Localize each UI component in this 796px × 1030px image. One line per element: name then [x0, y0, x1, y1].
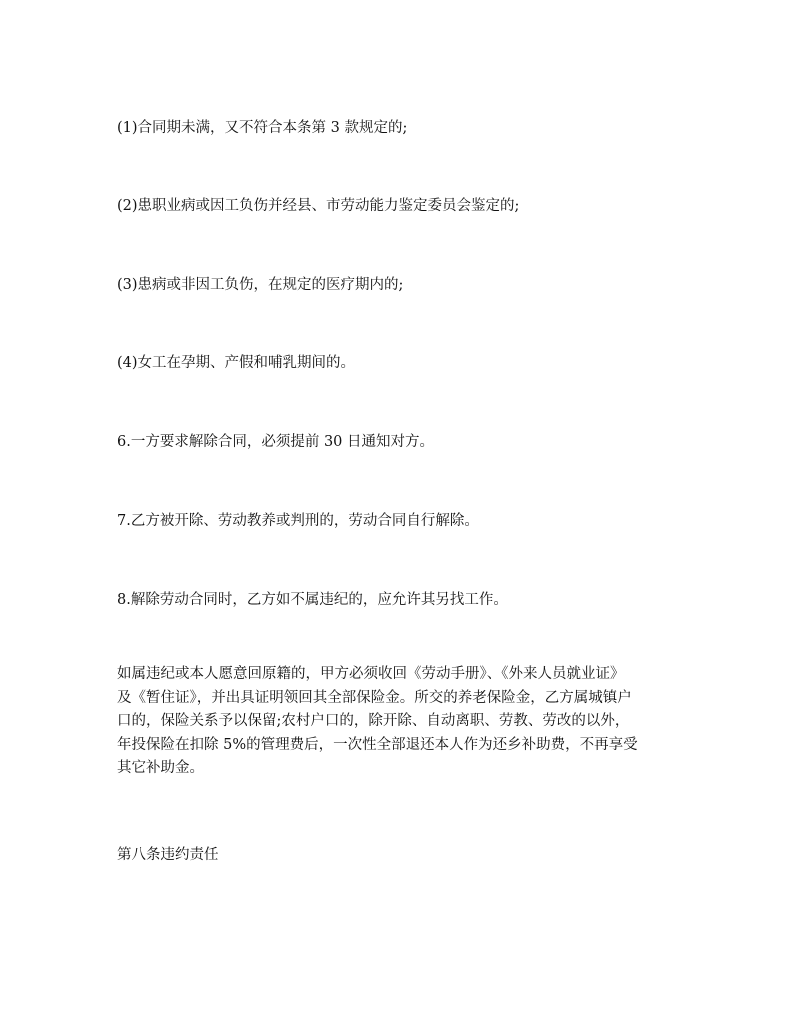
- clause-item-1: (1)合同期未满，又不符合本条第 3 款规定的;: [117, 120, 408, 136]
- paragraph-line: 如属违纪或本人愿意回原籍的，甲方必须收回《劳动手册》、《外来人员就业证》: [117, 666, 625, 682]
- clause-item-3: (3)患病或非因工负伤，在规定的医疗期内的;: [117, 277, 404, 293]
- clause-7: 7.乙方被开除、劳动教养或判刑的，劳动合同自行解除。: [117, 513, 479, 529]
- clause-8: 8.解除劳动合同时，乙方如不属违纪的，应允许其另找工作。: [117, 592, 508, 608]
- clause-item-2: (2)患职业病或因工负伤并经县、市劳动能力鉴定委员会鉴定的;: [117, 198, 520, 214]
- clause-item-4: (4)女工在孕期、产假和哺乳期间的。: [117, 355, 356, 371]
- paragraph-line: 口的，保险关系予以保留;农村户口的，除开除、自动离职、劳教、劳改的以外，: [117, 713, 630, 729]
- paragraph-line: 及《暂住证》，并出具证明领回其全部保险金。所交的养老保险金，乙方属城镇户: [117, 689, 632, 706]
- paragraph-line: 年投保险在扣除 5%的管理费后，一次性全部退还本人作为还乡补助费，不再享受: [117, 736, 638, 753]
- clause-6: 6.一方要求解除合同，必须提前 30 日通知对方。: [117, 434, 435, 450]
- section-heading: 第八条违约责任: [117, 847, 219, 863]
- body-paragraph: [117, 663, 685, 781]
- paragraph-line: 其它补助金。: [117, 760, 204, 776]
